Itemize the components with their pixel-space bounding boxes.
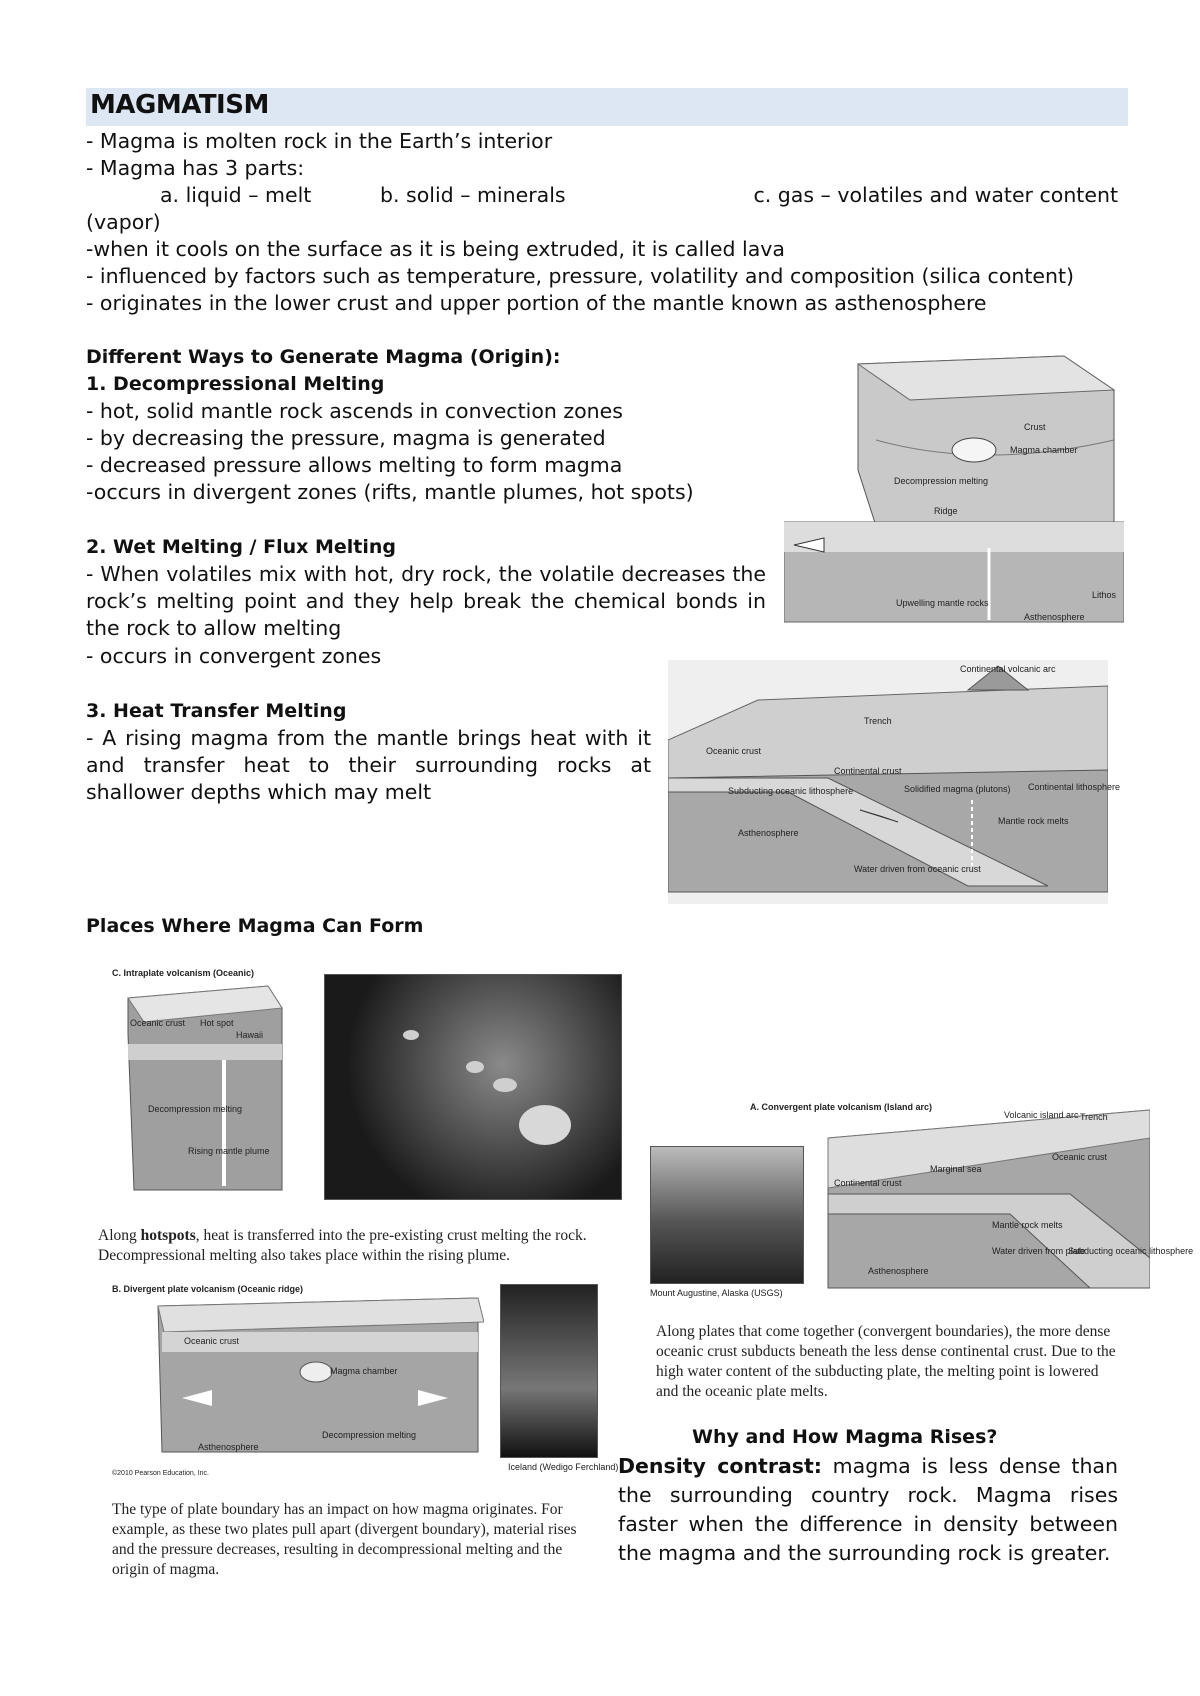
method-1-heading: 1. Decompressional Melting [86, 373, 385, 395]
method-2-heading: 2. Wet Melting / Flux Melting [86, 536, 397, 558]
hotspot-label-hotspot: Hot spot [200, 1018, 234, 1028]
intro-part-a: a. liquid – melt [160, 183, 312, 207]
fig2-label-subducting: Subducting oceanic lithosphere [728, 786, 854, 796]
method-2-bullet-2: - occurs in convergent zones [86, 644, 382, 668]
convergent-label-asthenosphere: Asthenosphere [868, 1266, 929, 1276]
method-3-text: - A rising magma from the mantle brings heat with it and transfer heat to their surrounding rocks at shallower depths which may melt [86, 726, 651, 804]
fig1-label-lithos: Lithos [1092, 590, 1117, 600]
convergent-label-mantle-melts: Mantle rock melts [992, 1220, 1063, 1230]
page-title: MAGMATISM [90, 90, 269, 120]
hotspot-caption-bold: hotspots [140, 1227, 196, 1244]
hotspot-label-hawaii: Hawaii [236, 1030, 264, 1040]
hotspot-label-oceanic-crust: Oceanic crust [130, 1018, 186, 1028]
intro-line-2: - Magma has 3 parts: [86, 156, 305, 180]
fig1-label-asthenosphere: Asthenosphere [1024, 612, 1085, 622]
method-1-bullet-1: - hot, solid mantle rock ascends in convection zones [86, 399, 623, 423]
divergent-label-magma-chamber: Magma chamber [330, 1366, 398, 1376]
fig2-label-mantle-melts: Mantle rock melts [998, 816, 1069, 826]
fig1-label-decompression: Decompression melting [894, 476, 989, 486]
places-heading: Places Where Magma Can Form [86, 915, 424, 937]
fig2-label-arc: Continental volcanic arc [960, 664, 1056, 674]
fig1-label-magma-chamber: Magma chamber [1010, 445, 1078, 455]
intro-part-b: b. solid – minerals [380, 183, 566, 207]
hotspot-label-plume: Rising mantle plume [188, 1146, 270, 1156]
divergent-label-oceanic-crust: Oceanic crust [184, 1336, 240, 1346]
convergent-label-marginal-sea: Marginal sea [930, 1164, 982, 1174]
mount-augustine-photo [650, 1146, 804, 1284]
rise-text-bold: Density contrast: [618, 1454, 822, 1478]
method-2-text: - When volatiles mix with hot, dry rock, the volatile decreases the rock’s melting point and they help break the chemical bonds in the rock to allow melting [86, 562, 766, 640]
iceland-photo-credit: Iceland (Wedigo Ferchland) [508, 1462, 619, 1472]
hotspot-caption [98, 1226, 638, 1266]
hawaii-satellite-photo [324, 974, 622, 1200]
divergent-label-title: B. Divergent plate volcanism (Oceanic ridge) [112, 1284, 304, 1294]
flux-melting-figure [668, 660, 1121, 904]
intro-line-4: -when it cools on the surface as it is being extruded, it is called lava [86, 237, 785, 261]
intro-line-5: - influenced by factors such as temperature, pressure, volatility and composition (silica content) [86, 264, 1075, 288]
hotspot-label-decompression: Decompression melting [148, 1104, 243, 1114]
fig2-label-trench: Trench [864, 716, 892, 726]
convergent-label-trench: Trench [1080, 1112, 1108, 1122]
convergent-label-oceanic-crust: Oceanic crust [1052, 1152, 1108, 1162]
decompression-melting-figure [784, 350, 1124, 628]
fig2-label-plutons: Solidified magma (plutons) [904, 784, 1011, 794]
divergent-label-asthenosphere: Asthenosphere [198, 1442, 259, 1452]
rise-text-body: magma is less dense than the surrounding country rock. Magma rises faster when the difference in density between the magma and the surrounding rock is greater. [618, 1454, 1118, 1565]
convergent-label-cont-crust: Continental crust [834, 1178, 902, 1188]
fig2-label-water: Water driven from oceanic crust [854, 864, 981, 874]
convergent-caption: Along plates that come together (convergent boundaries), the more dense oceanic crust subducts beneath the less dense continental crust. Due to the high water content of the subducting plate, the melting point is lowered and the oceanic plate melts. [656, 1323, 1116, 1400]
convergent-label-water: Water driven from plate [992, 1246, 1086, 1256]
fig2-label-cont-litho: Continental lithosphere [1028, 782, 1121, 792]
convergent-label-title: A. Convergent plate volcanism (Island arc) [750, 1102, 933, 1112]
rise-heading: Why and How Magma Rises? [692, 1426, 998, 1448]
divergent-caption: The type of plate boundary has an impact on how magma originates. For example, as these two plates pull apart (divergent boundary), material rises and the pressure decreases, resulting in decompressional melting and the origin of magma. [112, 1501, 577, 1578]
divergent-label-copyright: ©2010 Pearson Education, Inc. [112, 1470, 209, 1477]
ways-heading: Different Ways to Generate Magma (Origin): [86, 346, 561, 368]
rise-text [618, 1452, 1118, 1568]
hotspot-caption-post: , heat is transferred into the pre-existing crust melting the rock. Decompressional melting also takes place within the rising plume. [98, 1227, 587, 1264]
fig1-label-crust: Crust [1024, 422, 1046, 432]
mount-augustine-credit: Mount Augustine, Alaska (USGS) [650, 1288, 783, 1298]
fig2-label-continental-crust: Continental crust [834, 766, 902, 776]
convergent-label-arc: Volcanic island arc [1004, 1110, 1079, 1120]
fig1-label-ridge: Ridge [934, 506, 958, 516]
hotspot-label-title: C. Intraplate volcanism (Oceanic) [112, 968, 255, 978]
method-3-heading: 3. Heat Transfer Melting [86, 700, 347, 722]
hotspot-figure [108, 964, 284, 1194]
fig2-label-asthenosphere: Asthenosphere [738, 828, 799, 838]
intro-line-6: - originates in the lower crust and upper portion of the mantle known as asthenosphere [86, 291, 987, 315]
method-1-bullet-4: -occurs in divergent zones (rifts, mantle plumes, hot spots) [86, 480, 694, 504]
method-1-bullet-3: - decreased pressure allows melting to form magma [86, 453, 623, 477]
iceland-photo [500, 1284, 598, 1458]
hotspot-caption-pre: Along [98, 1227, 141, 1244]
fig2-label-oceanic-crust: Oceanic crust [706, 746, 762, 756]
convergent-label-subducting: Subducting oceanic lithosphere [1068, 1246, 1194, 1256]
method-1-bullet-2: - by decreasing the pressure, magma is generated [86, 426, 606, 450]
intro-part-c-cont: (vapor) [86, 210, 161, 234]
divergent-label-decompression: Decompression melting [322, 1430, 417, 1440]
fig1-label-upwelling: Upwelling mantle rocks [896, 598, 989, 608]
intro-line-1: - Magma is molten rock in the Earth’s interior [86, 129, 553, 153]
intro-part-c: c. gas – volatiles and water content [753, 183, 1118, 207]
divergent-figure [108, 1282, 484, 1482]
